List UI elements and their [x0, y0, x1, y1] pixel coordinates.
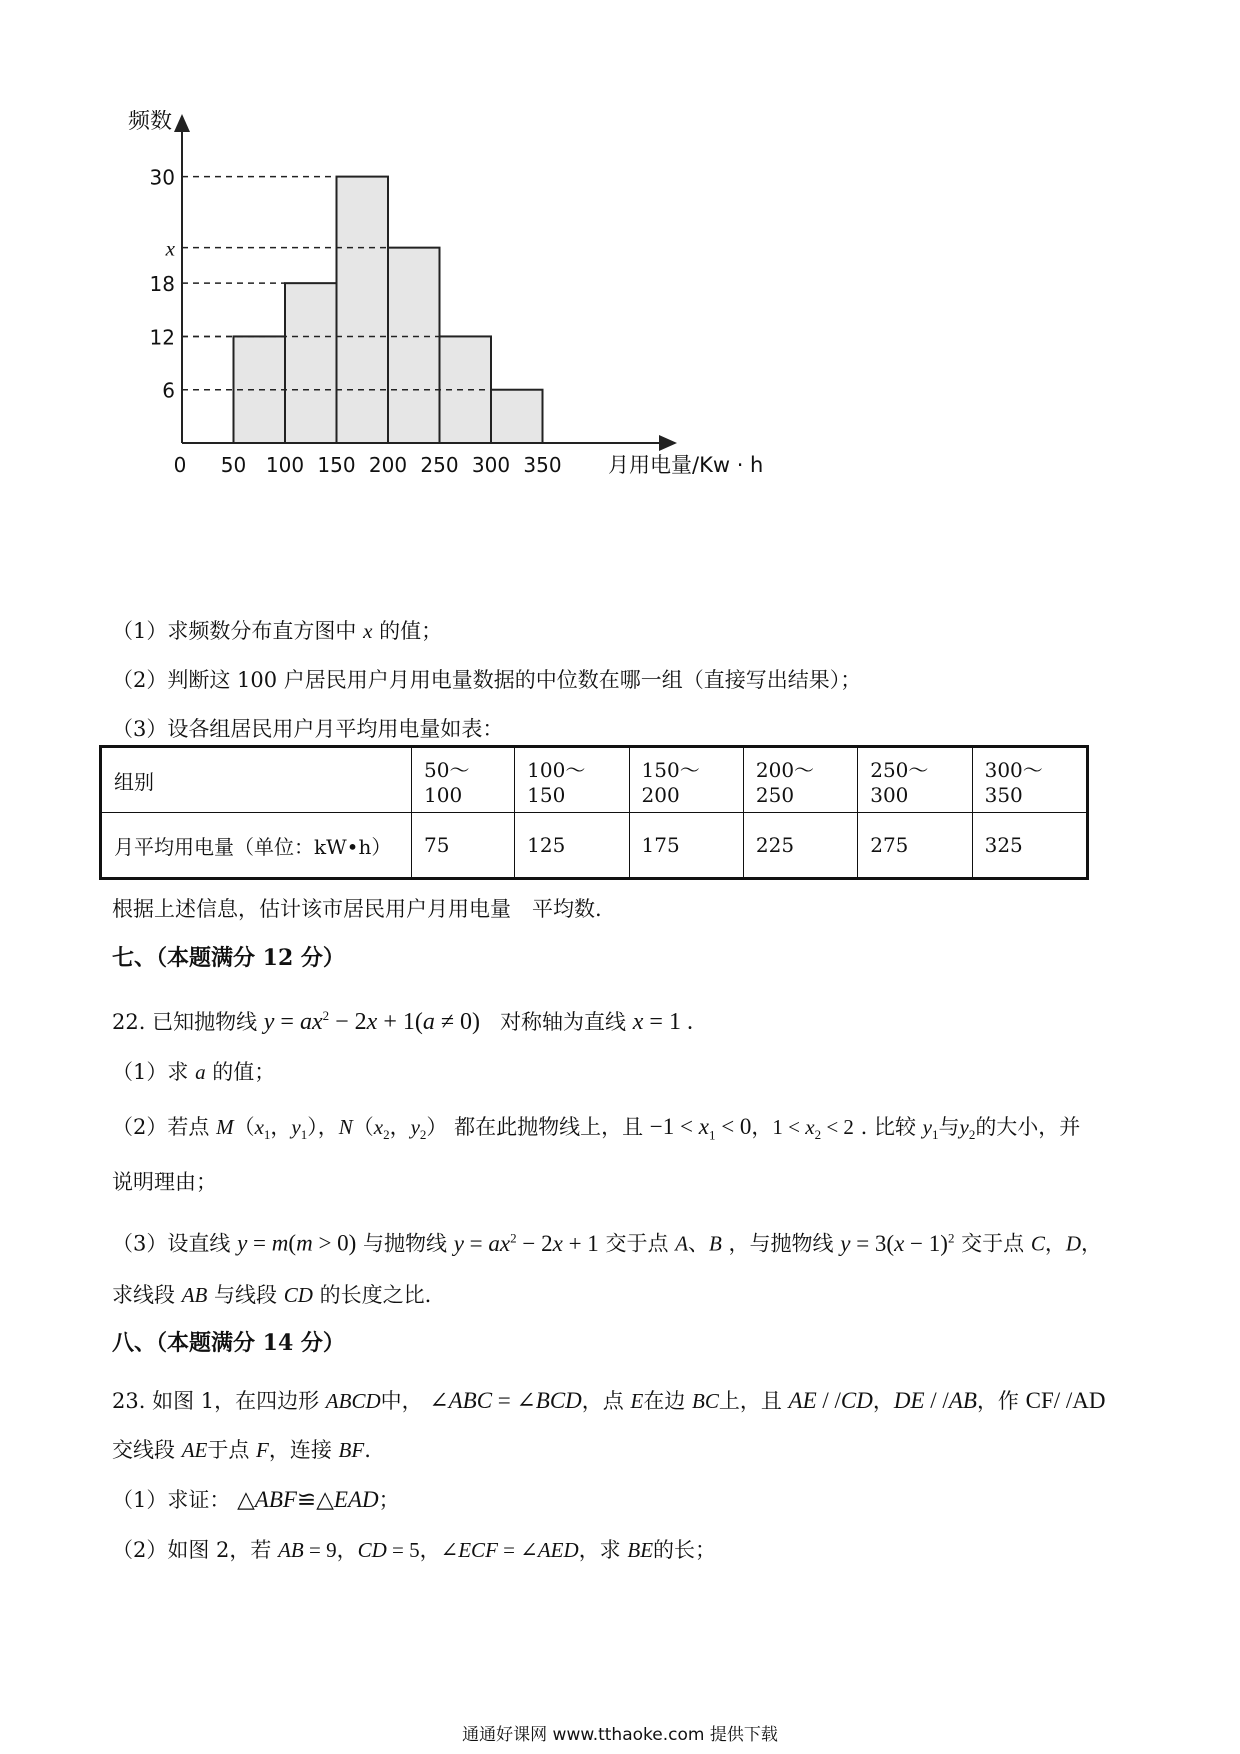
footer: 通通好课网 www.tthaoke.com 提供下载	[462, 1725, 778, 1745]
x-tick-label: 150	[317, 453, 356, 477]
q22-part3: （3）设直线 y = m(m > 0) 与抛物线 $y = ax^2 - 2x + 1$ 交于点 A、B ，与抛物线 $y = 3(x - 1)^2$ 交于点 C，D，	[112, 1230, 1102, 1256]
q23-stem-d: 在边	[643, 1389, 686, 1413]
table-cell: 175	[629, 813, 743, 879]
q23-part2-c: 的长；	[653, 1538, 717, 1562]
q22-part3-line2: 求线段 AB 与线段 CD 的长度之比.	[112, 1283, 432, 1307]
q23-line2-c: ，连接	[268, 1438, 332, 1462]
table-cell: 325	[972, 813, 1087, 879]
q23-stem-a: 23. 如图 1，在四边形	[112, 1389, 320, 1413]
histogram-chart	[120, 110, 880, 550]
group-table	[99, 745, 1089, 880]
q23-part2: （2）如图 2，若 AB = 9，CD = 5，∠ECF = ∠AED，求 BE的长；	[112, 1538, 717, 1562]
table-cell: 275	[858, 813, 972, 879]
q23-part1-text: （1）求证：	[112, 1488, 231, 1512]
q23-part2-a: （2）如图 2，若	[112, 1538, 272, 1562]
table-row	[101, 747, 1088, 813]
q22-part1-var: a	[195, 1060, 206, 1084]
q22-part1-a: （1）求	[112, 1060, 189, 1084]
histogram-bar-200-250	[388, 248, 440, 443]
y-tick-label: 12	[149, 325, 175, 350]
q22-part3-d: ，与抛物线	[728, 1231, 834, 1256]
q23-part2-b: ，求	[578, 1538, 621, 1562]
q23-stem-c: ，点	[581, 1389, 624, 1413]
table-cell: 200～250	[743, 747, 857, 813]
q21-part2: （2）判断这 100 户居民用户月用电量数据的中位数在哪一组（直接写出结果）；	[112, 668, 862, 692]
table-cell: 50～100	[412, 747, 515, 813]
x-tick-label: 100	[265, 453, 305, 477]
q21-part4: 根据上述信息，估计该市居民用户月用电量 平均数.	[112, 897, 602, 921]
q23-line2-a: 交线段	[112, 1438, 175, 1462]
table-cell: 100～150	[515, 747, 629, 813]
table-cell: 225	[743, 813, 857, 879]
table-cell: 250～300	[858, 747, 972, 813]
q23-part1: （1）求证： △ABF≌△EAD；	[112, 1487, 400, 1512]
q22-part1	[112, 1058, 275, 1086]
y-tick-label: 30	[149, 165, 175, 190]
table-cell: 月平均用电量（单位：kW•h）	[101, 813, 412, 879]
table-cell: 300～350	[972, 747, 1087, 813]
q23-line2-b: 于点	[207, 1438, 250, 1462]
histogram-bar-300-350	[491, 390, 543, 443]
table-cell: 125	[515, 813, 629, 879]
q22-stem-a: 22. 已知抛物线	[112, 1010, 258, 1034]
q21-part1-end: 的值；	[379, 619, 443, 643]
table-row	[101, 813, 1088, 879]
q22-part2: （2）若点 $M(x_1$，$y_1$），$N(x_2$，$y_2$） 都在此抛物线上，且 $-1 < x_1 < 0$，$1 < x_2 < 2$ . 比较 $y_1$与$y_2$的大小，并	[112, 1114, 1081, 1143]
x-tick-label: 0	[173, 453, 187, 477]
table-cell: 150～200	[629, 747, 743, 813]
q21-part3: （3）设各组居民用户月平均用电量如表：	[112, 717, 504, 741]
q22-part1-b: 的值；	[212, 1060, 276, 1084]
x-tick-label: 350	[523, 453, 562, 477]
histogram-bar-100-150	[285, 283, 337, 443]
q22-part3-a: （3）设直线	[112, 1231, 231, 1256]
q21-part1-text: （1）求频数分布直方图中	[112, 619, 357, 643]
y-tick-label: 18	[149, 272, 175, 297]
x-tick-label: 250	[420, 453, 459, 477]
q23-stem-b: 中，	[380, 1389, 423, 1413]
q22-part3-c: 交于点	[605, 1231, 669, 1256]
q23-line2: 交线段 AE于点 F，连接 BF.	[112, 1438, 371, 1462]
q23-stem: 23. 如图 1，在四边形 ABCD中， ∠ABC = ∠BCD，点 E在边 BC上，且 AE / /CD，DE / /AB，作 CF/ /AD	[112, 1388, 1106, 1413]
y-axis-label: 频数	[128, 110, 173, 134]
q22-part3-line2-c: 的长度之比.	[319, 1283, 432, 1307]
table-cell: 组别	[101, 747, 412, 813]
q22-part3-line2-b: 与线段	[214, 1283, 278, 1307]
x-tick-label: 50	[220, 453, 247, 477]
q22-part2-b: 都在此抛物线上，且	[454, 1115, 644, 1139]
q22-part2-line2: 说明理由；	[112, 1170, 217, 1194]
table-cell: 75	[412, 813, 515, 879]
histogram-bar-150-200	[337, 177, 389, 443]
q22-part3-line2-a: 求线段	[112, 1283, 175, 1307]
q23-stem-e: 上，且	[718, 1389, 782, 1413]
x-tick-label: 200	[368, 453, 408, 477]
q21-part1-var: x	[363, 619, 373, 643]
q22-part2-c: 比较	[873, 1115, 916, 1139]
q23-stem-f: ，作	[976, 1389, 1019, 1413]
x-axis-label: 月用电量/Kw · h	[608, 453, 764, 477]
x-tick-label: 300	[471, 453, 511, 477]
section-8-heading: 八、（本题满分 14 分）	[112, 1330, 345, 1356]
q22-part2-a: （2）若点	[112, 1115, 210, 1139]
q22-part2-d: 与	[938, 1115, 960, 1139]
y-tick-label: 6	[162, 378, 175, 403]
q22-part2-e: 的大小，并	[975, 1115, 1081, 1139]
section-7-heading: 七、（本题满分 12 分）	[112, 945, 345, 971]
q22-stem-b: 对称轴为直线	[500, 1010, 627, 1034]
q22-part3-b: 与抛物线	[363, 1231, 448, 1256]
y-tick-label: x	[165, 236, 175, 261]
q22-stem: 22. 已知抛物线 $y = ax^2 - 2x + 1(a \ne 0)$ 对称轴为直线 x = 1 .	[112, 1008, 693, 1035]
q22-part3-e: 交于点	[961, 1231, 1025, 1256]
q21-part1	[112, 617, 442, 645]
